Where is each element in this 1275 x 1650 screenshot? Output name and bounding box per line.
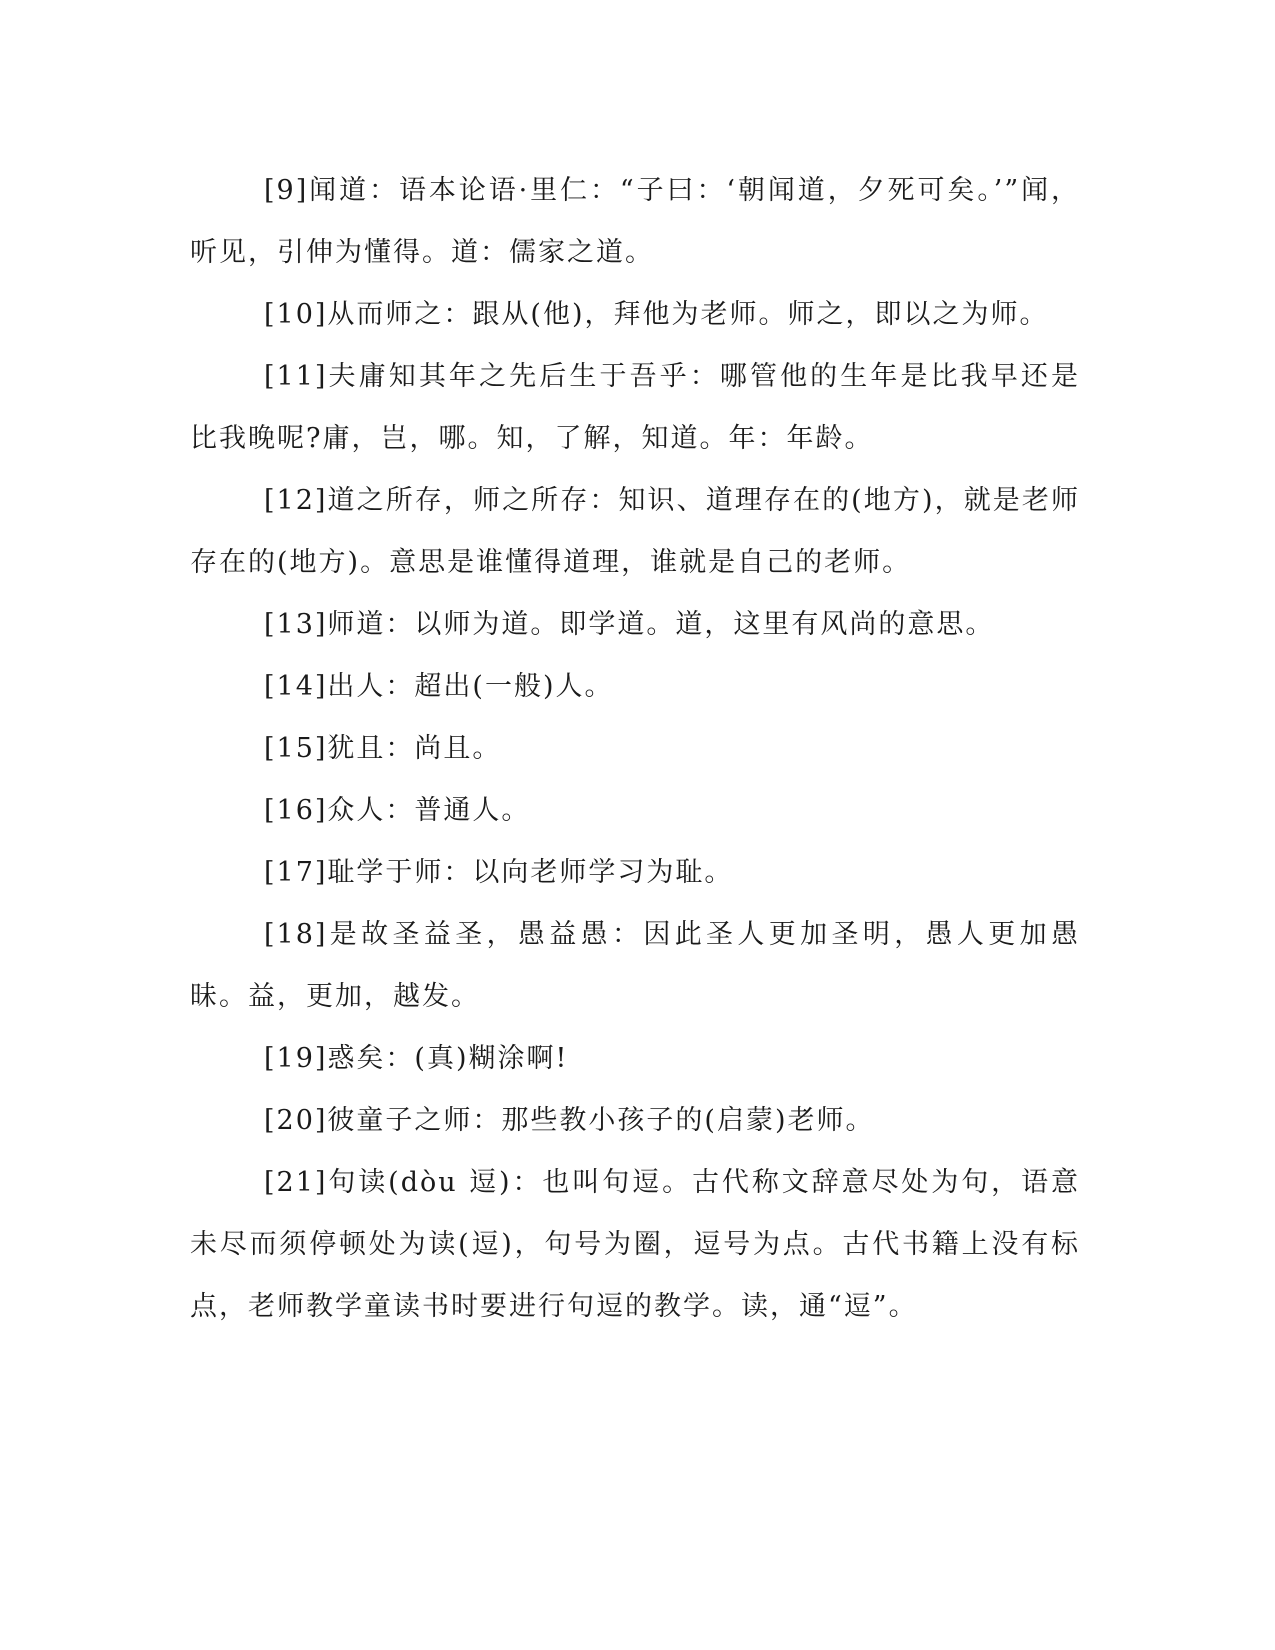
note-11: [11]夫庸知其年之先后生于吾乎：哪管他的生年是比我早还是比我晚呢?庸，岂，哪。知，了解，知道。年：年龄。: [190, 361, 1080, 454]
note-15: [15]犹且：尚且。: [264, 733, 502, 764]
note-20: [20]彼童子之师：那些教小孩子的(启蒙)老师。: [264, 1105, 875, 1136]
note-21: [21]句读(dòu 逗)：也叫句逗。古代称文辞意尽处为句，语意未尽而须停顿处为读(逗)，句号为圈，逗号为点。古代书籍上没有标点，老师教学童读书时要进行句逗的教学。读，通“逗”。: [190, 1167, 1080, 1322]
note-17: [17]耻学于师：以向老师学习为耻。: [264, 857, 734, 888]
note-10: [10]从而师之：跟从(他)，拜他为老师。师之，即以之为师。: [264, 299, 1049, 330]
note-16: [16]众人：普通人。: [264, 795, 531, 826]
note-19: [19]惑矣：(真)糊涂啊!: [264, 1043, 569, 1074]
note-18: [18]是故圣益圣，愚益愚：因此圣人更加圣明，愚人更加愚昧。益，更加，越发。: [190, 919, 1080, 1012]
note-13: [13]师道：以师为道。即学道。道，这里有风尚的意思。: [264, 609, 995, 640]
note-9: [9]闻道：语本论语·里仁：“子曰：‘朝闻道，夕死可矣。’”闻，听见，引伸为懂得。道：儒家之道。: [190, 175, 1080, 268]
note-14: [14]出人：超出(一般)人。: [264, 671, 614, 702]
note-12: [12]道之所存，师之所存：知识、道理存在的(地方)，就是老师存在的(地方)。意思是谁懂得道理，谁就是自己的老师。: [190, 485, 1080, 578]
notes-body: [190, 160, 1080, 1338]
